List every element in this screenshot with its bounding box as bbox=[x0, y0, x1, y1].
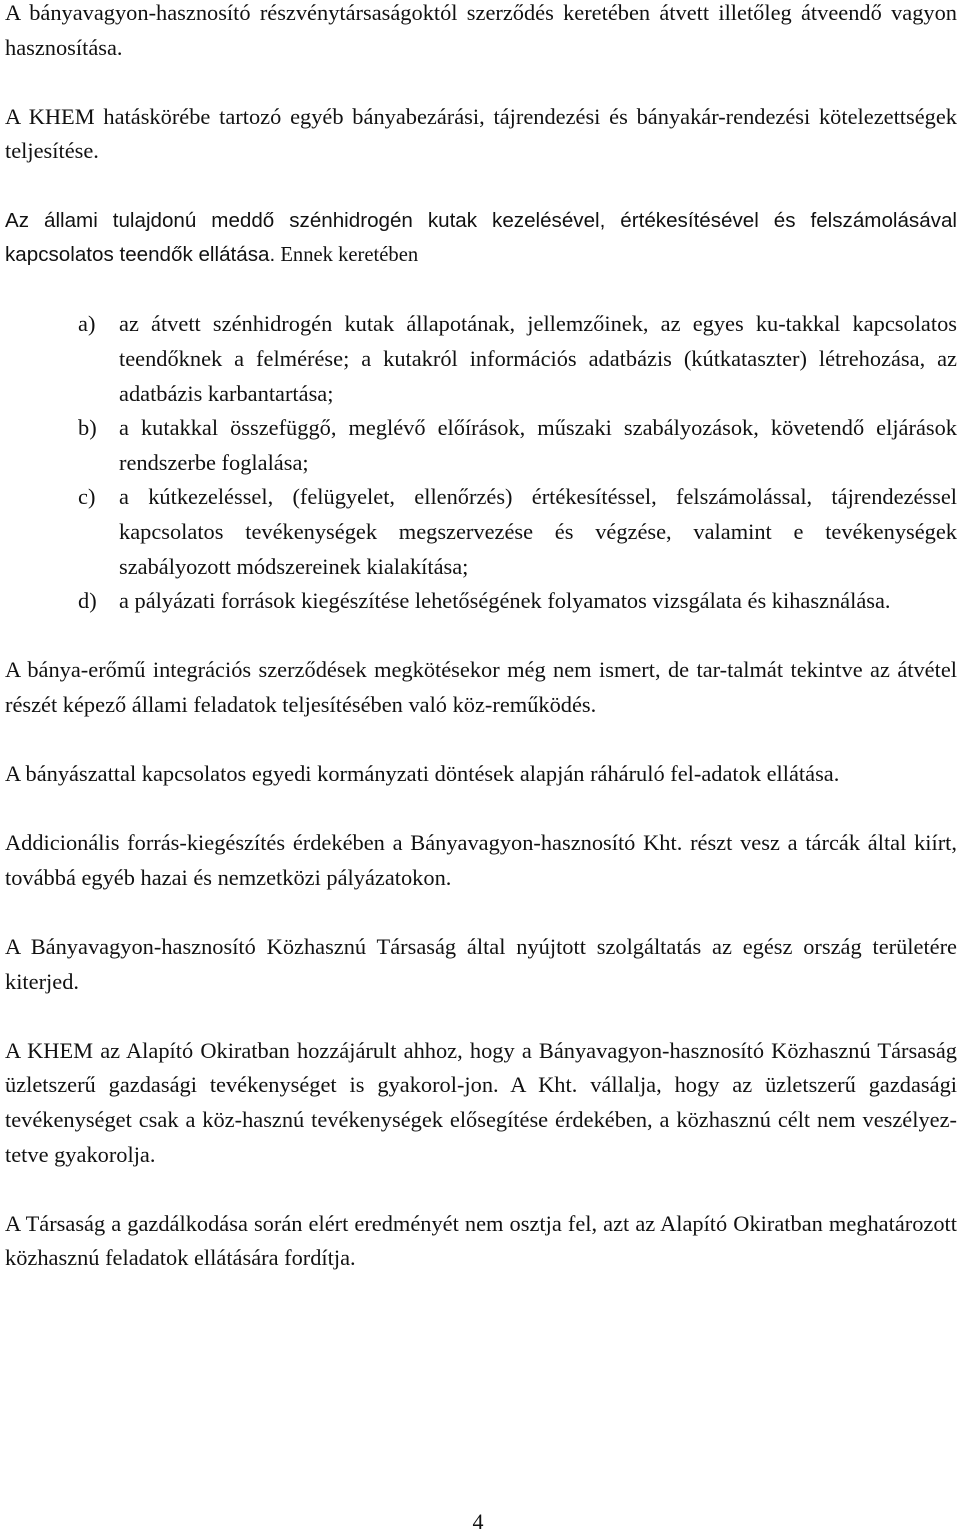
list-item bbox=[78, 584, 957, 619]
paragraph-gap bbox=[5, 722, 957, 757]
paragraph-additional-funding: Addicionális forrás-kiegészítés érdekében a Bányavagyon-hasznosító Kht. részt vesz a tárcák által kiírt, továbbá egyéb hazai és nemzetközi pályázatokon. bbox=[5, 830, 957, 890]
list-marker: d) bbox=[78, 588, 97, 614]
paragraph-gap bbox=[5, 65, 957, 100]
paragraph-khem-obligations: A KHEM hatáskörébe tartozó egyéb bányabezárási, tájrendezési és bányakár-rendezési kötelezettségek teljesítése. bbox=[5, 103, 957, 164]
list-item bbox=[78, 480, 957, 584]
paragraph-gap bbox=[5, 169, 957, 204]
paragraph-business-activity: A KHEM az Alapító Okiratban hozzájárult ahhoz, hogy a Bányavagyon-hasznosító Közhasznú Társaság üzletszerű gazdasági tevékenységet is gyakorol-jon. A Kht. vállalja, hogy az üzletszerű gazdasági tevékenységet csak a köz-hasznú tevékenységek elősegítése érdekében, a közhasznú célt nem veszélyez-tetve gyakorolja. bbox=[5, 1037, 957, 1167]
well-tasks-list bbox=[5, 307, 957, 618]
list-item-text: az átvett szénhidrogén kutak állapotának, jellemzőinek, az egyes ku-takkal kapcsolatos teendőknek a felmérése; a kutakról információs adatbázis (kútkataszter) létrehozása, az adatbázis karbantartása; bbox=[119, 311, 957, 406]
paragraph-hydrocarbon-wells bbox=[5, 204, 957, 273]
list-item bbox=[78, 411, 957, 480]
list-item-text: a pályázati források kiegészítése lehetőségének folyamatos vizsgálata és kihasználása. bbox=[119, 588, 891, 614]
paragraph-gap bbox=[5, 619, 957, 654]
paragraph-gap bbox=[5, 273, 957, 308]
list-marker: c) bbox=[78, 484, 96, 510]
list-marker: b) bbox=[78, 415, 97, 441]
paragraph-hydrocarbon-wells-main: Az állami tulajdonú meddő szénhidrogén kutak kezelésével, értékesítésével és felszámolásával kapcsolatos teendők ellátása. bbox=[5, 208, 957, 267]
list-item-text: a kutakkal összefüggő, meglévő előírások, műszaki szabályozások, követendő eljárások rendszerbe foglalása; bbox=[119, 415, 957, 475]
paragraph-gap bbox=[5, 999, 957, 1034]
paragraph-power-plant-integration: A bánya-erőmű integrációs szerződések megkötésekor még nem ismert, de tar-talmát tekintve az átvétel részét képező állami feladatok teljesítésében való köz-reműködés. bbox=[5, 657, 957, 717]
document-page bbox=[5, 0, 957, 1537]
list-marker: a) bbox=[78, 311, 96, 337]
paragraph-gap bbox=[5, 1172, 957, 1207]
page-number: 4 bbox=[472, 1509, 484, 1534]
paragraph-service-coverage: A Bányavagyon-hasznosító Közhasznú Társaság által nyújtott szolgáltatás az egész ország területére kiterjed. bbox=[5, 934, 957, 994]
paragraph-asset-utilization: A bányavagyon-hasznosító részvénytársaságoktól szerződés keretében átvett illetőleg átveendő vagyon hasznosítása. bbox=[5, 0, 957, 60]
paragraph-hydrocarbon-wells-tail: Ennek keretében bbox=[275, 244, 419, 267]
list-item bbox=[78, 307, 957, 411]
paragraph-gap bbox=[5, 895, 957, 930]
paragraph-government-decisions: A bányászattal kapcsolatos egyedi kormányzati döntések alapján ráháruló fel-adatok ellátása. bbox=[5, 761, 840, 787]
list-item-text: a kútkezeléssel, (felügyelet, ellenőrzés) értékesítéssel, felszámolással, tájrendezéssel kapcsolatos tevékenységek megszervezése és végzése, valamint e tevékenységek szabályozott módszereinek kialakítása; bbox=[119, 484, 957, 579]
paragraph-profit-use: A Társaság a gazdálkodása során elért eredményét nem osztja fel, azt az Alapító Okiratban meghatározott közhasznú feladatok ellátására fordítja. bbox=[5, 1210, 957, 1271]
paragraph-gap bbox=[5, 792, 957, 827]
